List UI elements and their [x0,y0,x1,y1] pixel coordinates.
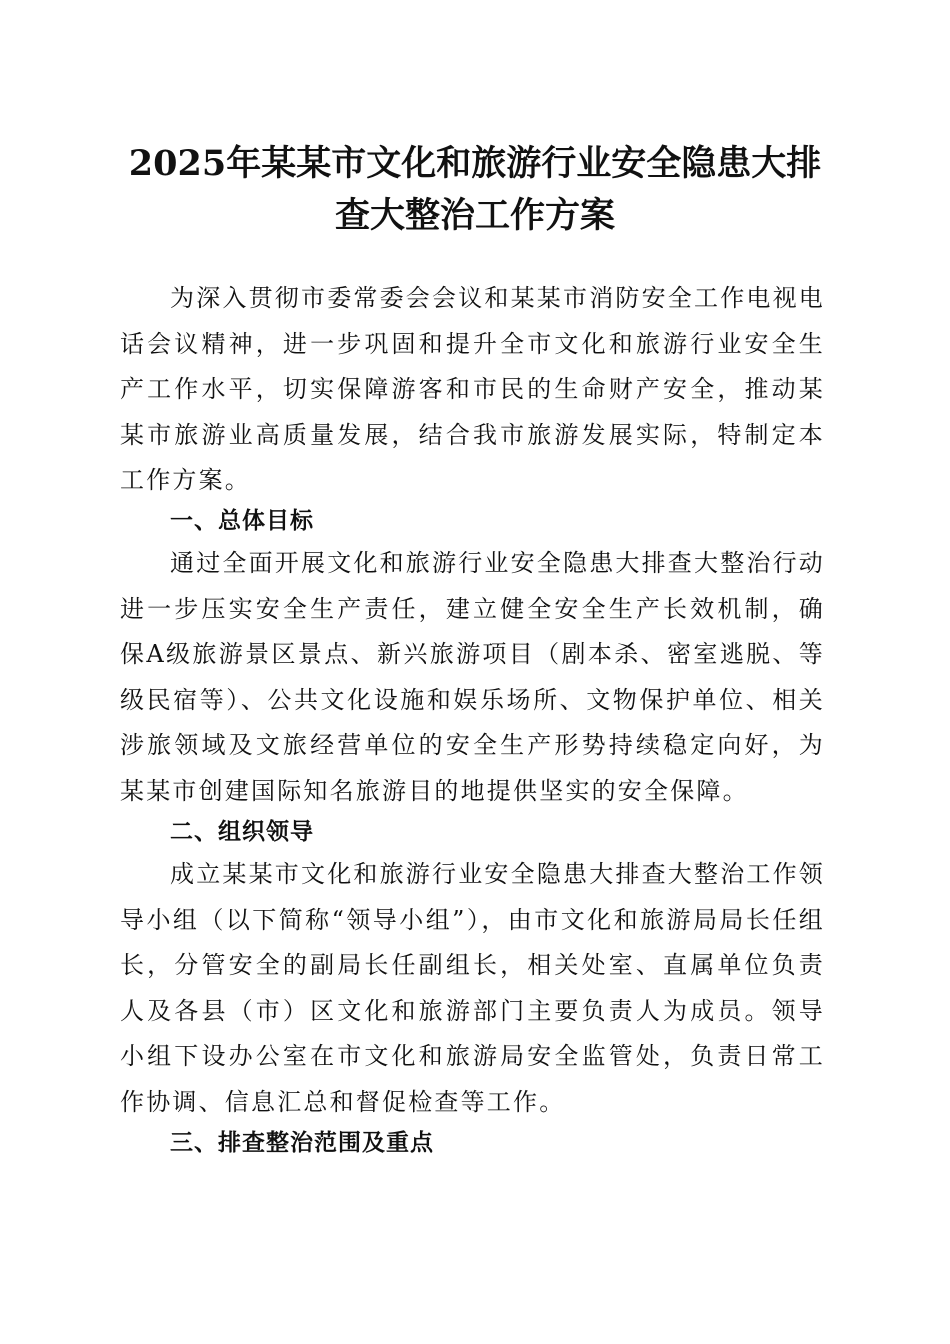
intro-paragraph: 为深入贯彻市委常委会会议和某某市消防安全工作电视电话会议精神，进一步巩固和提升全市文化和旅游行业安全生产工作水平，切实保障游客和市民的生命财产安全，推动某某市旅游业高质量发展，结合我市旅游发展实际，特制定本工作方案。 [120,284,825,494]
section-paragraph-overall-goal: 通过全面开展文化和旅游行业安全隐患大排查大整治行动进一步压实安全生产责任，建立健全安全生产长效机制，确保A级旅游景区景点、新兴旅游项目（剧本杀、密室逃脱、等级民宿等）、公共文化设施和娱乐场所、文物保护单位、相关涉旅领域及文旅经营单位的安全生产形势持续稳定向好，为某某市创建国际知名旅游目的地提供坚实的安全保障。 [120,549,825,805]
document-title [120,138,830,242]
section-heading-overall-goal: 一、总体目标 [170,508,314,534]
section-heading-scope: 三、排查整治范围及重点 [170,1130,434,1156]
section-heading-organization: 二、组织领导 [170,819,314,845]
section-paragraph-organization: 成立某某市文化和旅游行业安全隐患大排查大整治工作领导小组（以下简称“领导小组”），由市文化和旅游局局长任组长，分管安全的副局长任副组长，相关处室、直属单位负责人及各县（市）区文化和旅游部门主要负责人为成员。领导小组下设办公室在市文化和旅游局安全监管处，负责日常工作协调、信息汇总和督促检查等工作。 [120,860,825,1116]
title-line-2: 查大整治工作方案 [334,195,615,236]
title-line-1: 2025年某某市文化和旅游行业安全隐患大排 [128,143,822,184]
